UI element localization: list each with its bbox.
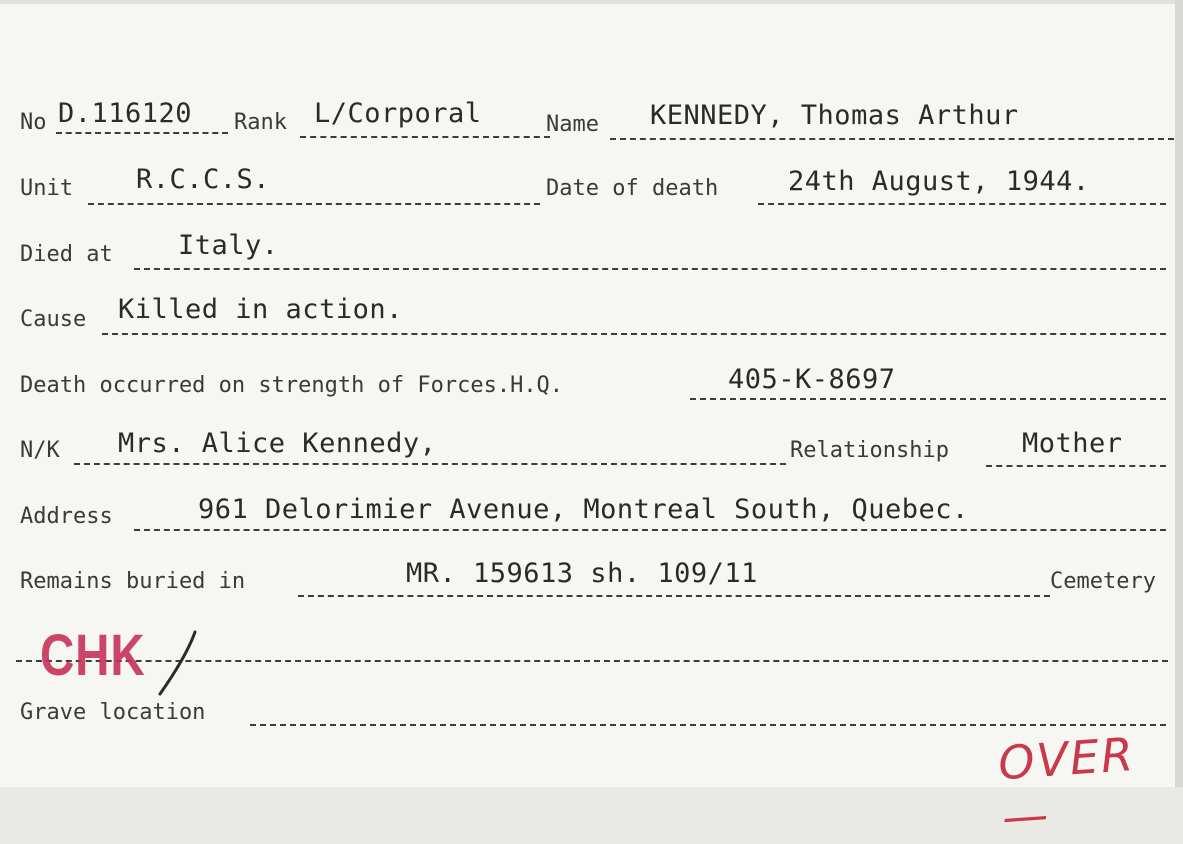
strength-underline: [690, 398, 1166, 400]
cause-value: Killed in action.: [118, 294, 403, 325]
card-top-edge: [0, 0, 1183, 4]
rank-label: Rank: [234, 110, 287, 135]
address-label: Address: [20, 504, 113, 529]
nk-label: N/K: [20, 438, 60, 463]
died-at-underline: [134, 268, 1166, 270]
date-of-death-label: Date of death: [546, 176, 719, 201]
remains-underline: [298, 595, 1050, 597]
unit-label: Unit: [20, 176, 73, 201]
cause-label: Cause: [20, 307, 87, 332]
relationship-label: Relationship: [790, 438, 949, 463]
died-at-label: Died at: [20, 242, 113, 267]
name-value: KENNEDY, Thomas Arthur: [650, 100, 1019, 131]
unit-value: R.C.C.S.: [136, 164, 271, 195]
checkmark-slash: [150, 628, 210, 698]
name-underline: [610, 138, 1174, 140]
cause-underline: [102, 333, 1166, 335]
unit-underline: [88, 203, 540, 205]
remains-label: Remains buried in: [20, 569, 246, 594]
card-right-edge: [1175, 0, 1183, 787]
grave-location-label: Grave location: [20, 700, 206, 725]
rank-underline: [300, 136, 550, 138]
chk-stamp: CHK: [40, 623, 146, 688]
no-value: D.116120: [58, 98, 193, 129]
date-of-death-value: 24th August, 1944.: [788, 166, 1090, 197]
no-underline: [56, 132, 228, 134]
strength-value: 405-K-8697: [728, 364, 896, 395]
died-at-value: Italy.: [178, 230, 279, 261]
grave-underline: [250, 724, 1166, 726]
strength-label: Death occurred on strength of Forces.H.Q.: [20, 373, 564, 398]
relationship-underline: [986, 465, 1166, 467]
name-label: Name: [546, 112, 599, 137]
rank-value: L/Corporal: [314, 98, 482, 129]
remains-value: MR. 159613 sh. 109/11: [406, 558, 758, 589]
nk-value: Mrs. Alice Kennedy,: [118, 428, 437, 459]
address-value: 961 Delorimier Avenue, Montreal South, Quebec.: [198, 494, 969, 525]
no-label: No: [20, 110, 47, 135]
address-underline: [134, 529, 1166, 531]
date-underline: [758, 203, 1166, 205]
nk-underline: [74, 463, 786, 465]
cemetery-label: Cemetery: [1050, 569, 1156, 594]
over-handwriting: OVER—: [996, 726, 1137, 844]
relationship-value: Mother: [1022, 428, 1123, 459]
